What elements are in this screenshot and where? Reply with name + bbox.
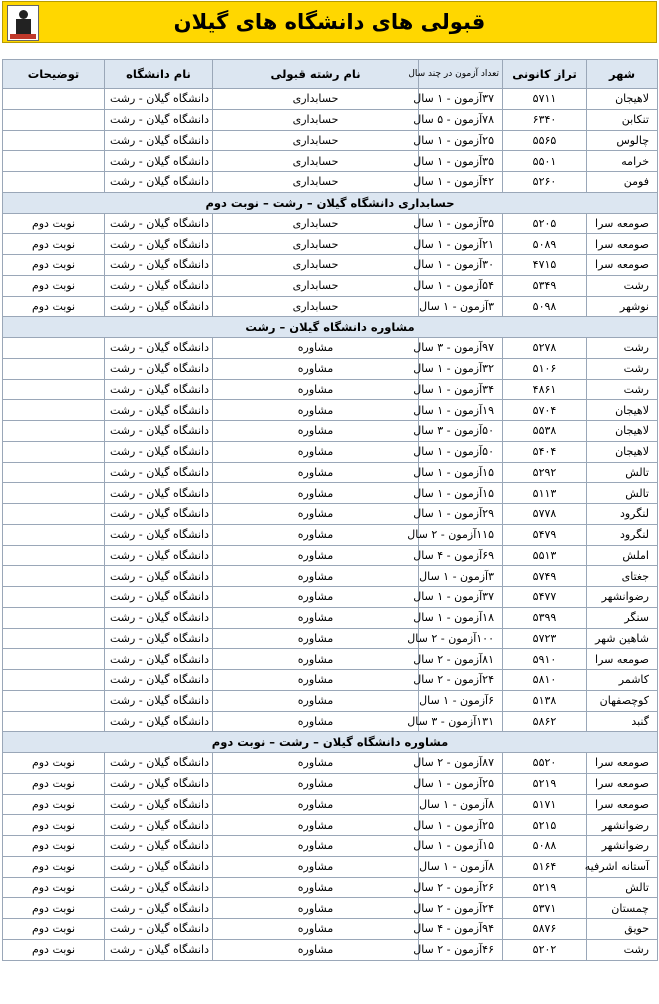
score-cell: ۵۴۷۷: [503, 587, 587, 608]
table-row: [3, 255, 658, 276]
score-cell: ۴۷۱۵: [503, 255, 587, 276]
exam-count-cell: ۹۴آزمون - ۴ سال: [419, 919, 503, 940]
notes-cell: [3, 649, 105, 670]
exam-count-cell: ۳۵آزمون - ۱ سال: [419, 151, 503, 172]
table-body: [3, 89, 658, 961]
major-cell: مشاوره: [213, 856, 419, 877]
table-row: [3, 338, 658, 359]
notes-cell: [3, 441, 105, 462]
university-cell: دانشگاه گیلان - رشت: [105, 794, 213, 815]
score-cell: ۵۸۷۶: [503, 919, 587, 940]
table-row: [3, 275, 658, 296]
score-cell: ۵۳۴۹: [503, 275, 587, 296]
notes-cell: نوبت دوم: [3, 773, 105, 794]
exam-count-cell: ۳آزمون - ۱ سال: [419, 296, 503, 317]
city-cell: جغتای: [587, 566, 658, 587]
city-cell: لنگرود: [587, 524, 658, 545]
major-cell: حسابداری: [213, 172, 419, 193]
score-cell: ۵۲۱۵: [503, 815, 587, 836]
logo-icon: [7, 5, 39, 41]
table-row: [3, 109, 658, 130]
notes-cell: [3, 690, 105, 711]
exam-count-cell: ۴۲آزمون - ۱ سال: [419, 172, 503, 193]
exam-count-cell: ۱۵آزمون - ۱ سال: [419, 836, 503, 857]
exam-count-cell: ۸آزمون - ۱ سال: [419, 856, 503, 877]
university-cell: دانشگاه گیلان - رشت: [105, 89, 213, 110]
major-cell: حسابداری: [213, 255, 419, 276]
exam-count-cell: ۲۹آزمون - ۱ سال: [419, 504, 503, 525]
major-cell: مشاوره: [213, 919, 419, 940]
table-row: [3, 836, 658, 857]
table-row: [3, 711, 658, 732]
notes-cell: [3, 109, 105, 130]
table-row: [3, 919, 658, 940]
table-row: [3, 89, 658, 110]
university-cell: دانشگاه گیلان - رشت: [105, 400, 213, 421]
score-cell: ۵۲۶۰: [503, 172, 587, 193]
score-cell: ۵۱۱۳: [503, 483, 587, 504]
exam-count-cell: ۱۸آزمون - ۱ سال: [419, 607, 503, 628]
university-cell: دانشگاه گیلان - رشت: [105, 815, 213, 836]
exam-count-cell: ۲۵آزمون - ۱ سال: [419, 815, 503, 836]
notes-cell: [3, 338, 105, 359]
section-title: مشاوره دانشگاه گیلان – رشت: [3, 317, 658, 338]
major-cell: مشاوره: [213, 649, 419, 670]
major-cell: مشاوره: [213, 441, 419, 462]
city-cell: رشت: [587, 338, 658, 359]
major-cell: مشاوره: [213, 379, 419, 400]
major-cell: مشاوره: [213, 753, 419, 774]
city-cell: چمستان: [587, 898, 658, 919]
admissions-table: [2, 59, 658, 961]
major-cell: مشاوره: [213, 628, 419, 649]
major-cell: مشاوره: [213, 877, 419, 898]
column-header-major: نام رشته قبولی: [213, 60, 419, 89]
table-row: [3, 607, 658, 628]
exam-count-cell: ۶آزمون - ۱ سال: [419, 690, 503, 711]
table-row: [3, 400, 658, 421]
table-row: [3, 794, 658, 815]
exam-count-cell: ۲۴آزمون - ۲ سال: [419, 670, 503, 691]
table-row: [3, 358, 658, 379]
university-cell: دانشگاه گیلان - رشت: [105, 275, 213, 296]
table-row: [3, 649, 658, 670]
city-cell: فومن: [587, 172, 658, 193]
score-cell: ۵۲۷۸: [503, 338, 587, 359]
table-row: [3, 213, 658, 234]
score-cell: ۵۲۹۲: [503, 462, 587, 483]
table-row: [3, 441, 658, 462]
university-cell: دانشگاه گیلان - رشت: [105, 130, 213, 151]
exam-count-cell: ۵۰آزمون - ۳ سال: [419, 421, 503, 442]
major-cell: مشاوره: [213, 670, 419, 691]
major-cell: حسابداری: [213, 109, 419, 130]
city-cell: رضوانشهر: [587, 815, 658, 836]
city-cell: تنکابن: [587, 109, 658, 130]
major-cell: مشاوره: [213, 836, 419, 857]
city-cell: رشت: [587, 939, 658, 960]
score-cell: ۵۱۷۱: [503, 794, 587, 815]
university-cell: دانشگاه گیلان - رشت: [105, 856, 213, 877]
major-cell: حسابداری: [213, 275, 419, 296]
notes-cell: نوبت دوم: [3, 753, 105, 774]
exam-count-cell: ۳۷آزمون - ۱ سال: [419, 587, 503, 608]
table-row: [3, 130, 658, 151]
university-cell: دانشگاه گیلان - رشت: [105, 524, 213, 545]
city-cell: تالش: [587, 877, 658, 898]
notes-cell: [3, 89, 105, 110]
major-cell: مشاوره: [213, 524, 419, 545]
city-cell: لنگرود: [587, 504, 658, 525]
exam-count-cell: ۳۵آزمون - ۱ سال: [419, 213, 503, 234]
city-cell: گنبد: [587, 711, 658, 732]
notes-cell: نوبت دوم: [3, 794, 105, 815]
score-cell: ۴۸۶۱: [503, 379, 587, 400]
university-cell: دانشگاه گیلان - رشت: [105, 587, 213, 608]
major-cell: مشاوره: [213, 400, 419, 421]
exam-count-cell: ۲۵آزمون - ۱ سال: [419, 773, 503, 794]
exam-count-cell: ۱۰۰آزمون - ۲ سال: [419, 628, 503, 649]
table-row: [3, 421, 658, 442]
exam-count-cell: ۲۶آزمون - ۲ سال: [419, 877, 503, 898]
major-cell: مشاوره: [213, 545, 419, 566]
notes-cell: نوبت دوم: [3, 877, 105, 898]
exam-count-cell: ۲۵آزمون - ۱ سال: [419, 130, 503, 151]
university-cell: دانشگاه گیلان - رشت: [105, 213, 213, 234]
major-cell: مشاوره: [213, 773, 419, 794]
major-cell: حسابداری: [213, 296, 419, 317]
notes-cell: [3, 566, 105, 587]
column-header-university: نام دانشگاه: [105, 60, 213, 89]
exam-count-cell: ۸۷آزمون - ۲ سال: [419, 753, 503, 774]
table-row: [3, 898, 658, 919]
major-cell: مشاوره: [213, 566, 419, 587]
university-cell: دانشگاه گیلان - رشت: [105, 898, 213, 919]
section-header-row: [3, 317, 658, 338]
exam-count-cell: ۸آزمون - ۱ سال: [419, 794, 503, 815]
notes-cell: [3, 379, 105, 400]
city-cell: صومعه سرا: [587, 213, 658, 234]
major-cell: حسابداری: [213, 234, 419, 255]
notes-cell: نوبت دوم: [3, 296, 105, 317]
major-cell: حسابداری: [213, 213, 419, 234]
major-cell: مشاوره: [213, 421, 419, 442]
university-cell: دانشگاه گیلان - رشت: [105, 753, 213, 774]
university-cell: دانشگاه گیلان - رشت: [105, 939, 213, 960]
university-cell: دانشگاه گیلان - رشت: [105, 628, 213, 649]
score-cell: ۵۵۳۸: [503, 421, 587, 442]
notes-cell: [3, 587, 105, 608]
city-cell: لاهیجان: [587, 89, 658, 110]
notes-cell: نوبت دوم: [3, 836, 105, 857]
notes-cell: نوبت دوم: [3, 939, 105, 960]
notes-cell: نوبت دوم: [3, 919, 105, 940]
notes-cell: [3, 628, 105, 649]
table-row: [3, 670, 658, 691]
university-cell: دانشگاه گیلان - رشت: [105, 566, 213, 587]
university-cell: دانشگاه گیلان - رشت: [105, 296, 213, 317]
table-row: [3, 773, 658, 794]
university-cell: دانشگاه گیلان - رشت: [105, 836, 213, 857]
city-cell: شاهین شهر: [587, 628, 658, 649]
notes-cell: [3, 524, 105, 545]
major-cell: مشاوره: [213, 462, 419, 483]
city-cell: حویق: [587, 919, 658, 940]
city-cell: تالش: [587, 462, 658, 483]
section-header-row: [3, 732, 658, 753]
city-cell: صومعه سرا: [587, 773, 658, 794]
notes-cell: [3, 607, 105, 628]
city-cell: رشت: [587, 358, 658, 379]
major-cell: مشاوره: [213, 504, 419, 525]
city-cell: سنگر: [587, 607, 658, 628]
exam-count-cell: ۳۴آزمون - ۱ سال: [419, 379, 503, 400]
table-row: [3, 234, 658, 255]
score-cell: ۶۳۴۰: [503, 109, 587, 130]
city-cell: رضوانشهر: [587, 587, 658, 608]
table-header-row: [3, 60, 658, 89]
exam-count-cell: ۵۰آزمون - ۱ سال: [419, 441, 503, 462]
exam-count-cell: ۵۴آزمون - ۱ سال: [419, 275, 503, 296]
notes-cell: نوبت دوم: [3, 898, 105, 919]
city-cell: تالش: [587, 483, 658, 504]
exam-count-cell: ۲۴آزمون - ۲ سال: [419, 898, 503, 919]
city-cell: رشت: [587, 379, 658, 400]
score-cell: ۵۲۱۹: [503, 773, 587, 794]
table-row: [3, 379, 658, 400]
exam-count-cell: ۲۱آزمون - ۱ سال: [419, 234, 503, 255]
notes-cell: نوبت دوم: [3, 815, 105, 836]
university-cell: دانشگاه گیلان - رشت: [105, 607, 213, 628]
exam-count-cell: ۱۹آزمون - ۱ سال: [419, 400, 503, 421]
university-cell: دانشگاه گیلان - رشت: [105, 670, 213, 691]
city-cell: نوشهر: [587, 296, 658, 317]
table-row: [3, 690, 658, 711]
city-cell: صومعه سرا: [587, 649, 658, 670]
notes-cell: نوبت دوم: [3, 255, 105, 276]
university-cell: دانشگاه گیلان - رشت: [105, 773, 213, 794]
major-cell: مشاوره: [213, 338, 419, 359]
major-cell: مشاوره: [213, 607, 419, 628]
score-cell: ۵۴۷۹: [503, 524, 587, 545]
table-row: [3, 939, 658, 960]
major-cell: حسابداری: [213, 151, 419, 172]
university-cell: دانشگاه گیلان - رشت: [105, 441, 213, 462]
exam-count-cell: ۱۳۱آزمون - ۳ سال: [419, 711, 503, 732]
notes-cell: [3, 421, 105, 442]
table-row: [3, 296, 658, 317]
column-header-city: شهر: [587, 60, 658, 89]
university-cell: دانشگاه گیلان - رشت: [105, 690, 213, 711]
city-cell: آستانه اشرفیه: [587, 856, 658, 877]
university-cell: دانشگاه گیلان - رشت: [105, 421, 213, 442]
university-cell: دانشگاه گیلان - رشت: [105, 255, 213, 276]
column-header-notes: توضیحات: [3, 60, 105, 89]
table-row: [3, 753, 658, 774]
notes-cell: نوبت دوم: [3, 856, 105, 877]
exam-count-cell: ۱۱۵آزمون - ۲ سال: [419, 524, 503, 545]
score-cell: ۵۷۴۹: [503, 566, 587, 587]
university-cell: دانشگاه گیلان - رشت: [105, 919, 213, 940]
score-cell: ۵۷۱۱: [503, 89, 587, 110]
city-cell: لاهیجان: [587, 400, 658, 421]
major-cell: حسابداری: [213, 130, 419, 151]
table-row: [3, 856, 658, 877]
notes-cell: [3, 483, 105, 504]
major-cell: حسابداری: [213, 89, 419, 110]
city-cell: صومعه سرا: [587, 794, 658, 815]
score-cell: ۵۵۲۰: [503, 753, 587, 774]
score-cell: ۵۵۰۱: [503, 151, 587, 172]
notes-cell: [3, 670, 105, 691]
university-cell: دانشگاه گیلان - رشت: [105, 172, 213, 193]
university-cell: دانشگاه گیلان - رشت: [105, 109, 213, 130]
table-row: [3, 566, 658, 587]
university-cell: دانشگاه گیلان - رشت: [105, 877, 213, 898]
city-cell: صومعه سرا: [587, 753, 658, 774]
score-cell: ۵۱۶۴: [503, 856, 587, 877]
column-header-score: تراز کانونی: [503, 60, 587, 89]
table-row: [3, 483, 658, 504]
major-cell: مشاوره: [213, 690, 419, 711]
notes-cell: نوبت دوم: [3, 213, 105, 234]
table-row: [3, 172, 658, 193]
section-title: حسابداری دانشگاه گیلان – رشت – نوبت دوم: [3, 192, 658, 213]
notes-cell: [3, 711, 105, 732]
major-cell: مشاوره: [213, 815, 419, 836]
notes-cell: [3, 172, 105, 193]
city-cell: کاشمر: [587, 670, 658, 691]
exam-count-cell: ۱۵آزمون - ۱ سال: [419, 462, 503, 483]
university-cell: دانشگاه گیلان - رشت: [105, 379, 213, 400]
notes-cell: [3, 545, 105, 566]
city-cell: چالوس: [587, 130, 658, 151]
exam-count-cell: ۳آزمون - ۱ سال: [419, 566, 503, 587]
score-cell: ۵۳۹۹: [503, 607, 587, 628]
score-cell: ۵۱۰۶: [503, 358, 587, 379]
table-row: [3, 151, 658, 172]
notes-cell: [3, 504, 105, 525]
score-cell: ۵۵۱۳: [503, 545, 587, 566]
major-cell: مشاوره: [213, 483, 419, 504]
score-cell: ۵۲۰۲: [503, 939, 587, 960]
exam-count-cell: ۴۶آزمون - ۲ سال: [419, 939, 503, 960]
city-cell: صومعه سرا: [587, 255, 658, 276]
notes-cell: نوبت دوم: [3, 234, 105, 255]
score-cell: ۵۴۰۴: [503, 441, 587, 462]
exam-count-cell: ۱۵آزمون - ۱ سال: [419, 483, 503, 504]
notes-cell: [3, 462, 105, 483]
score-cell: ۵۹۱۰: [503, 649, 587, 670]
exam-count-cell: ۳۲آزمون - ۱ سال: [419, 358, 503, 379]
score-cell: ۵۱۳۸: [503, 690, 587, 711]
major-cell: مشاوره: [213, 711, 419, 732]
table-row: [3, 462, 658, 483]
page-title: قبولی های دانشگاه های گیلان: [173, 10, 486, 34]
city-cell: رضوانشهر: [587, 836, 658, 857]
major-cell: مشاوره: [213, 587, 419, 608]
exam-count-cell: ۳۷آزمون - ۱ سال: [419, 89, 503, 110]
table-row: [3, 524, 658, 545]
section-title: مشاوره دانشگاه گیلان – رشت – نوبت دوم: [3, 732, 658, 753]
score-cell: ۵۲۰۵: [503, 213, 587, 234]
city-cell: کوچصفهان: [587, 690, 658, 711]
city-cell: لاهیجان: [587, 441, 658, 462]
university-cell: دانشگاه گیلان - رشت: [105, 504, 213, 525]
city-cell: املش: [587, 545, 658, 566]
university-cell: دانشگاه گیلان - رشت: [105, 151, 213, 172]
section-header-row: [3, 192, 658, 213]
table-row: [3, 815, 658, 836]
score-cell: ۵۰۸۸: [503, 836, 587, 857]
major-cell: مشاوره: [213, 358, 419, 379]
score-cell: ۵۷۲۳: [503, 628, 587, 649]
title-banner: [2, 1, 657, 43]
score-cell: ۵۷۷۸: [503, 504, 587, 525]
university-cell: دانشگاه گیلان - رشت: [105, 545, 213, 566]
score-cell: ۵۳۷۱: [503, 898, 587, 919]
score-cell: ۵۰۸۹: [503, 234, 587, 255]
city-cell: رشت: [587, 275, 658, 296]
university-cell: دانشگاه گیلان - رشت: [105, 234, 213, 255]
column-header-exam-count: تعداد آزمون در چند سال: [419, 60, 503, 89]
major-cell: مشاوره: [213, 898, 419, 919]
exam-count-cell: ۷۸آزمون - ۵ سال: [419, 109, 503, 130]
score-cell: ۵۲۱۹: [503, 877, 587, 898]
exam-count-cell: ۶۹آزمون - ۴ سال: [419, 545, 503, 566]
city-cell: خرامه: [587, 151, 658, 172]
university-cell: دانشگاه گیلان - رشت: [105, 649, 213, 670]
university-cell: دانشگاه گیلان - رشت: [105, 462, 213, 483]
university-cell: دانشگاه گیلان - رشت: [105, 338, 213, 359]
major-cell: مشاوره: [213, 939, 419, 960]
table-row: [3, 628, 658, 649]
university-cell: دانشگاه گیلان - رشت: [105, 483, 213, 504]
university-cell: دانشگاه گیلان - رشت: [105, 358, 213, 379]
city-cell: صومعه سرا: [587, 234, 658, 255]
university-cell: دانشگاه گیلان - رشت: [105, 711, 213, 732]
exam-count-cell: ۳۰آزمون - ۱ سال: [419, 255, 503, 276]
score-cell: ۵۸۱۰: [503, 670, 587, 691]
city-cell: لاهیجان: [587, 421, 658, 442]
score-cell: ۵۰۹۸: [503, 296, 587, 317]
notes-cell: [3, 130, 105, 151]
major-cell: مشاوره: [213, 794, 419, 815]
exam-count-cell: ۸۱آزمون - ۲ سال: [419, 649, 503, 670]
exam-count-cell: ۹۷آزمون - ۳ سال: [419, 338, 503, 359]
notes-cell: [3, 400, 105, 421]
score-cell: ۵۸۶۲: [503, 711, 587, 732]
score-cell: ۵۵۶۵: [503, 130, 587, 151]
table-row: [3, 587, 658, 608]
notes-cell: نوبت دوم: [3, 275, 105, 296]
score-cell: ۵۷۰۴: [503, 400, 587, 421]
table-row: [3, 877, 658, 898]
table-row: [3, 504, 658, 525]
notes-cell: [3, 358, 105, 379]
table-row: [3, 545, 658, 566]
notes-cell: [3, 151, 105, 172]
